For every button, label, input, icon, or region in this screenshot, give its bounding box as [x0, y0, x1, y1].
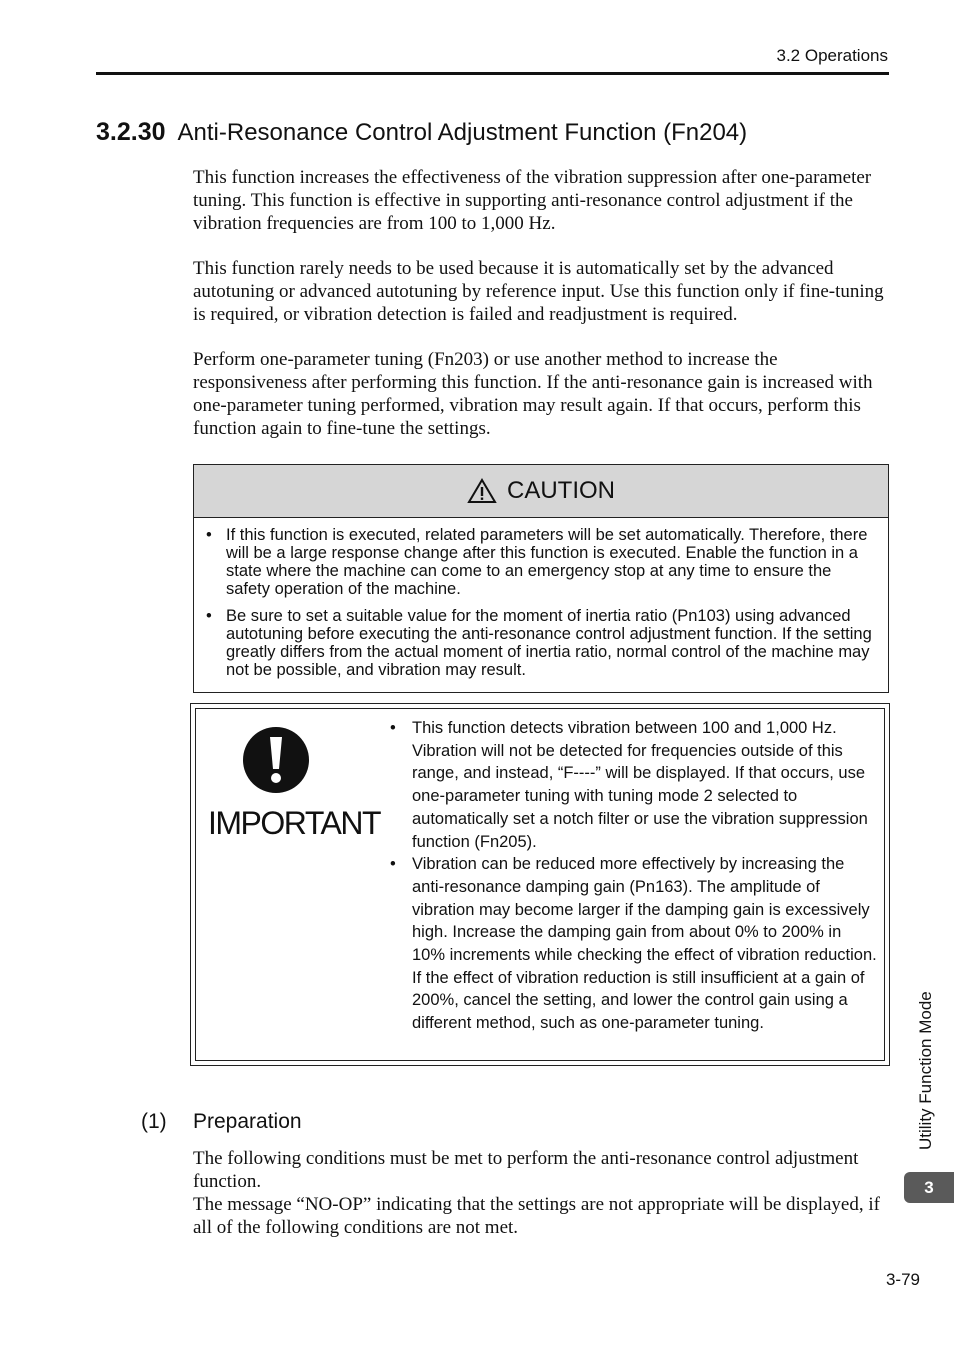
- section-number: 3.2.30: [96, 118, 166, 146]
- paragraph-text: The message “NO-OP” indicating that the settings are not appropriate will be displayed, if all of the following conditions are not met.: [193, 1194, 880, 1238]
- intro-paragraph-2: [193, 257, 893, 326]
- important-box: [190, 703, 890, 1066]
- important-list: [388, 717, 878, 1035]
- paragraph-text: This function rarely needs to be used because it is automatically set by the advanced autotuning or advanced autotuning by reference input. Use this function only if fine-tuning is required, or vibration detection is failed and readjustment is required.: [193, 258, 884, 325]
- subheading-number: (1): [141, 1110, 167, 1133]
- section-heading: [96, 118, 747, 147]
- warning-triangle-icon: [467, 478, 497, 504]
- intro-paragraph-3: [193, 348, 893, 440]
- caution-box: [193, 464, 889, 693]
- caution-list: [194, 518, 888, 679]
- paragraph-text: This function increases the effectiveness of the vibration suppression after one-parameter tuning. This function is effective in supporting anti-resonance control adjustment if the vibration frequencies are from 100 to 1,000 Hz.: [193, 167, 872, 234]
- preparation-heading: [141, 1110, 302, 1134]
- running-header: 3.2 Operations: [776, 46, 888, 65]
- page-number: 3-79: [885, 1270, 920, 1289]
- header-rule: [96, 72, 889, 75]
- preparation-text: [193, 1147, 893, 1239]
- important-item: • Vibration can be reduced more effectively by increasing the anti-resonance damping gain (Pn163). The amplitude of vibration may become larger if the damping gain is excessively high. Increase the damping gain from about 0% to 200% in 10% increments while checking the effect of vibration reduction. If the effect of vibration reduction is still insufficient at a gain of 200%, cancel the setting, and lower the control gain using a different method, such as one-parameter tuning.: [388, 853, 878, 1035]
- important-label: IMPORTANT: [208, 805, 380, 841]
- intro-paragraph-1: [193, 166, 893, 235]
- side-tab-label: Utility Function Mode: [916, 991, 935, 1150]
- section-title: Anti-Resonance Control Adjustment Function (Fn204): [177, 119, 748, 146]
- paragraph-text: The following conditions must be met to perform the anti-resonance control adjustment function.: [193, 1148, 859, 1192]
- exclamation-circle-icon: [208, 725, 348, 795]
- caution-header: [194, 465, 888, 518]
- caution-item: • Be sure to set a suitable value for the moment of inertia ratio (Pn103) using advanced autotuning before executing the anti-resonance control adjustment function. If the setting greatly differs from the actual moment of inertia ratio, normal control of the machine may not be possible, and vibration may result.: [206, 607, 876, 679]
- chapter-tab: 3: [904, 1172, 954, 1203]
- subheading-title: Preparation: [193, 1110, 302, 1133]
- caution-item: • If this function is executed, related parameters will be set automatically. Therefore, there will be a large response change after this function is executed. Enable the function in a state where the machine can come to an emergency stop at any time to ensure the safety operation of the machine.: [206, 526, 876, 598]
- caution-title: CAUTION: [507, 477, 615, 504]
- important-inner-frame: [195, 708, 885, 1061]
- important-item: • This function detects vibration between 100 and 1,000 Hz. Vibration will not be detected for frequencies outside of this range, and instead, “F----” will be displayed. If that occurs, use one-parameter tuning with tuning mode 2 selected to automatically set a notch filter or use the vibration suppression function (Fn205).: [388, 717, 878, 853]
- paragraph-text: Perform one-parameter tuning (Fn203) or use another method to increase the responsiveness after performing this function. If the anti-resonance gain is increased with one-parameter tuning performed, vibration may result again. If that occurs, perform this function again to fine-tune the settings.: [193, 349, 873, 439]
